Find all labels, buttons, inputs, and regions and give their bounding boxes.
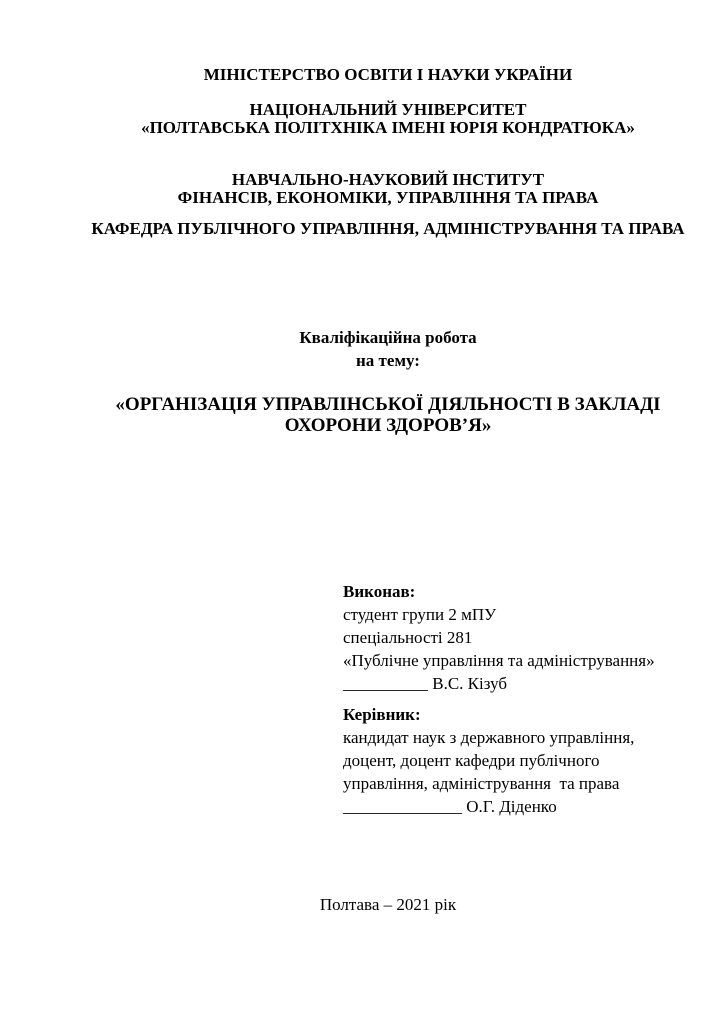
work-type-label: Кваліфікаційна робота bbox=[299, 328, 477, 347]
institute-name-line1: НАВЧАЛЬНО-НАУКОВИЙ ІНСТИТУТ bbox=[231, 170, 545, 189]
supervisor-section bbox=[343, 703, 693, 818]
ministry-heading: МІНІСТЕРСТВО ОСВІТИ І НАУКИ УКРАЇНИ bbox=[203, 65, 573, 84]
thesis-title bbox=[86, 394, 690, 436]
thesis-title-line2: ОХОРОНИ ЗДОРОВ’Я» bbox=[284, 415, 492, 436]
executor-program-line: «Публічне управління та адміністрування» bbox=[343, 651, 655, 670]
supervisor-signature-line: ______________ О.Г. Діденко bbox=[343, 797, 557, 816]
work-type-block bbox=[86, 326, 690, 372]
executor-specialty-line: спеціальності 281 bbox=[343, 628, 473, 647]
work-subtitle: на тему: bbox=[356, 351, 420, 370]
department-name: КАФЕДРА ПУБЛІЧНОГО УПРАВЛІННЯ, АДМІНІСТРУВАННЯ ТА ПРАВА bbox=[91, 219, 685, 238]
university-name-line1: НАЦІОНАЛЬНИЙ УНІВЕРСИТЕТ bbox=[249, 100, 527, 119]
executor-section bbox=[343, 580, 693, 695]
executor-label: Виконав: bbox=[343, 582, 416, 601]
institute-name-line2: ФІНАНСІВ, ЕКОНОМІКИ, УПРАВЛІННЯ ТА ПРАВА bbox=[177, 188, 599, 207]
institute-name bbox=[86, 171, 690, 207]
supervisor-label: Керівник: bbox=[343, 705, 421, 724]
executor-signature-line: __________ В.С. Кізуб bbox=[343, 674, 508, 693]
supervisor-degree-line: кандидат наук з державного управління, bbox=[343, 728, 635, 747]
supervisor-position-line: доцент, доцент кафедри публічного bbox=[343, 751, 600, 770]
thesis-title-line1: «ОРГАНІЗАЦІЯ УПРАВЛІНСЬКОЇ ДІЯЛЬНОСТІ В ЗАКЛАДІ bbox=[115, 394, 661, 415]
executor-group-line: студент групи 2 мПУ bbox=[343, 605, 497, 624]
university-name bbox=[86, 101, 690, 137]
supervisor-department-line: управління, адміністрування та права bbox=[343, 774, 620, 793]
city-year-footer: Полтава – 2021 рік bbox=[319, 895, 457, 914]
university-name-line2: «ПОЛТАВСЬКА ПОЛІТХНІКА ІМЕНІ ЮРІЯ КОНДРАТЮКА» bbox=[141, 118, 635, 137]
